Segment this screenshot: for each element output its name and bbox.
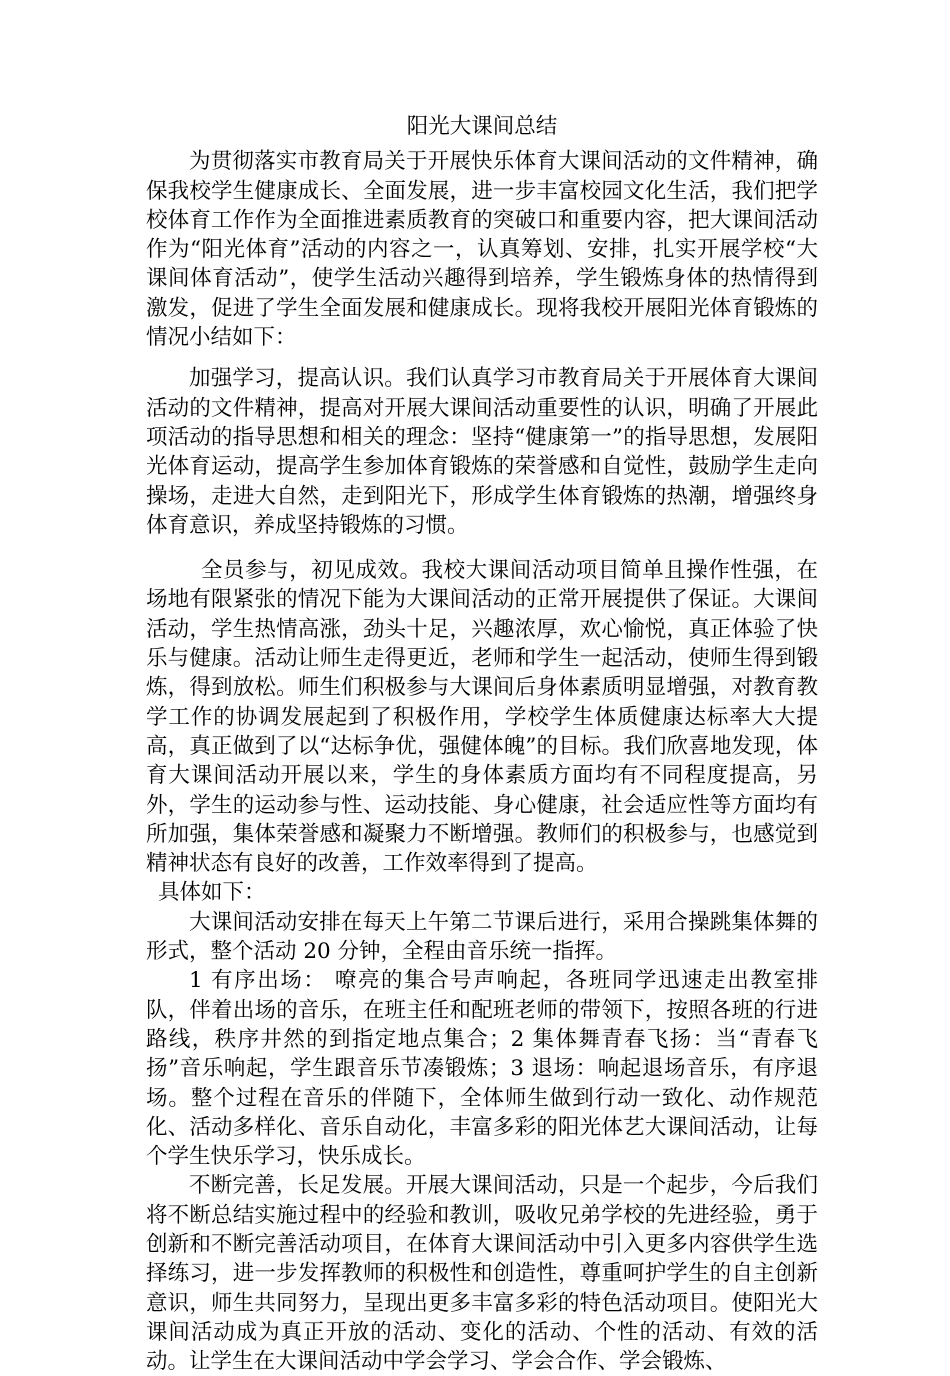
paragraph-intro: 为贯彻落实市教育局关于开展快乐体育大课间活动的文件精神，确保我校学生健康成长、全面发展，进一步丰富校园文化生活，我们把学校体育工作作为全面推进素质教育的突破口和重要内容，把大课间活动作为“阳光体育”活动的内容之一，认真筹划、安排，扎实开展学校“大课间体育活动”，使学生活动兴趣得到培养，学生锻炼身体的热情得到激发，促进了学生全面发展和健康成长。现将我校开展阳光体育锻炼的情况小结如下： [146,149,818,351]
paragraph-details-heading: 具体如下： [158,880,266,906]
paragraph-steps: 1 有序出场： 嘹亮的集合号声响起，各班同学迅速走出教室排队，伴着出场的音乐，在班主任和配班老师的带领下，按照各班的行进路线，秩序井然的到指定地点集合；2 集体舞青春飞扬：当“青春飞扬”音乐响起，学生跟音乐节凑锻炼；3 退场：响起退场音乐，有序退场。整个过程在音乐的伴随下，全体师生做到行动一致化、动作规范化、活动多样化、音乐自动化，丰富多彩的阳光体艺大课间活动，让每个学生快乐学习，快乐成长。 [146,968,818,1170]
paragraph-participation: 全员参与，初见成效。我校大课间活动项目简单且操作性强，在场地有限紧张的情况下能为大课间活动的正常开展提供了保证。大课间活动，学生热情高涨，劲头十足，兴趣浓厚，欢心愉悦，真正体验了快乐与健康。活动让师生走得更近，老师和学生一起活动，使师生得到锻炼，得到放松。师生们积极参与大课间后身体素质明显增强，对教育教学工作的协调发展起到了积极作用，学校学生体质健康达标率大大提高，真正做到了以“达标争优，强健体魄”的目标。我们欣喜地发现，体育大课间活动开展以来，学生的身体素质方面均有不同程度提高，另外，学生的运动参与性、运动技能、身心健康，社会适应性等方面均有所加强，集体荣誉感和凝聚力不断增强。教师们的积极参与，也感觉到精神状态有良好的改善，工作效率得到了提高。 [146,558,818,877]
document-body [146,112,818,1376]
paragraph-improvement: 不断完善，长足发展。开展大课间活动，只是一个起步，今后我们将不断总结实施过程中的经验和教训，吸收兄弟学校的先进经验，勇于创新和不断完善活动项目，在体育大课间活动中引入更多内容供学生选择练习，进一步发挥教师的积极性和创造性，尊重呵护学生的自主创新意识，师生共同努力，呈现出更多丰富多彩的特色活动项目。使阳光大课间活动成为真正开放的活动、变化的活动、个性的活动、有效的活动。让学生在大课间活动中学会学习、学会合作、学会锻炼、 [146,1173,818,1375]
paragraph-schedule: 大课间活动安排在每天上午第二节课后进行，采用合操跳集体舞的形式，整个活动 20 分钟，全程由音乐统一指挥。 [146,909,818,965]
paragraph-learning: 加强学习，提高认识。我们认真学习市教育局关于开展体育大课间活动的文件精神，提高对开展大课间活动重要性的认识，明确了开展此项活动的指导思想和相关的理念：坚持“健康第一”的指导思想，发展阳光体育运动，提高学生参加体育锻炼的荣誉感和自觉性，鼓励学生走向操场，走进大自然，走到阳光下，形成学生体育锻炼的热潮，增强终身体育意识，养成坚持锻炼的习惯。 [146,366,818,538]
document-title: 阳光大课间总结 [406,114,558,139]
